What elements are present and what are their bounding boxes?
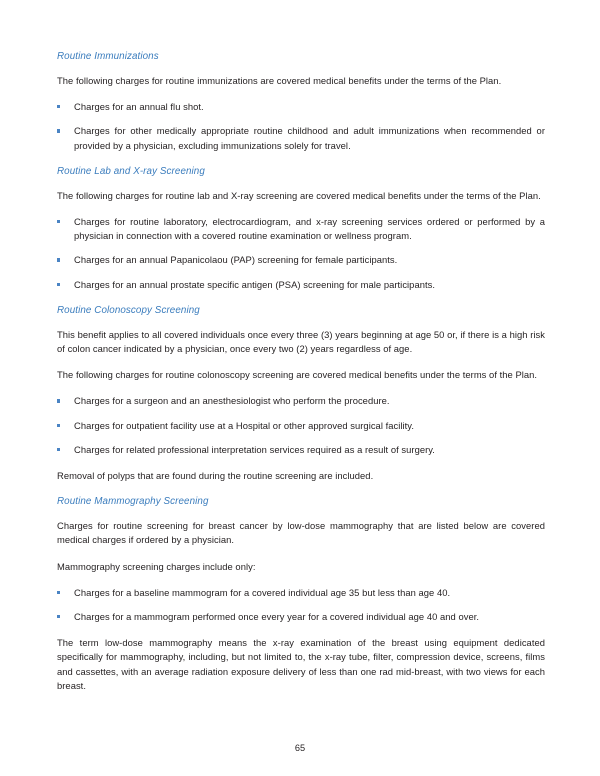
section-routine-mammography-screening	[57, 495, 545, 693]
section-secondary-paragraph: Mammography screening charges include only:	[57, 560, 256, 572]
square-bullet-icon	[57, 615, 60, 618]
list-item-text: Charges for a mammogram performed once every year for a covered individual age 40 and over.	[74, 611, 480, 623]
page-content	[57, 50, 545, 705]
section-routine-lab-xray-screening	[57, 165, 545, 292]
list-item-text: Charges for an annual Papanicolaou (PAP) screening for female participants.	[74, 254, 398, 266]
square-bullet-icon	[57, 283, 60, 286]
list-item-text: Charges for routine laboratory, electrocardiogram, and x-ray screening services ordered or performed by a physician in connection with a covered routine examination or wellness program.	[74, 216, 545, 242]
list-item	[57, 443, 545, 457]
list-item	[57, 394, 545, 408]
bullet-list	[57, 100, 545, 153]
list-item-text: Charges for related professional interpretation services required as a result of surgery.	[74, 443, 435, 455]
section-heading: Routine Immunizations	[57, 51, 159, 62]
square-bullet-icon	[57, 399, 60, 402]
list-item-text: Charges for an annual flu shot.	[74, 101, 204, 113]
section-intro-paragraph: Charges for routine screening for breast cancer by low-dose mammography that are listed below are covered medical charges if ordered by a physician.	[57, 520, 545, 546]
list-item	[57, 215, 545, 243]
square-bullet-icon	[57, 129, 60, 132]
section-closing-paragraph: The term low-dose mammography means the x-ray examination of the breast using equipment dedicated specifically for mammography, including, but not limited to, the x-ray tube, filter, compression device, screens, films and cassettes, with an average radiation exposure delivery of less than one rad mid-breast, with two views for each breast.	[57, 637, 545, 691]
square-bullet-icon	[57, 591, 60, 594]
list-item	[57, 610, 545, 624]
list-item	[57, 278, 545, 292]
list-item	[57, 586, 545, 600]
square-bullet-icon	[57, 424, 60, 427]
square-bullet-icon	[57, 258, 60, 261]
section-intro-paragraph: The following charges for routine immunizations are covered medical benefits under the terms of the Plan.	[57, 75, 502, 86]
list-item	[57, 253, 545, 267]
square-bullet-icon	[57, 448, 60, 451]
list-item	[57, 124, 545, 152]
list-item-text: Charges for a surgeon and an anesthesiologist who perform the procedure.	[74, 395, 390, 407]
bullet-list	[57, 394, 545, 457]
list-item-text: Charges for other medically appropriate routine childhood and adult immunizations when recommended or provided by a physician, excluding immunizations solely for travel.	[74, 125, 545, 151]
list-item-text: Charges for a baseline mammogram for a covered individual age 35 but less than age 40.	[74, 586, 451, 598]
bullet-list	[57, 215, 545, 292]
square-bullet-icon	[57, 220, 60, 223]
list-item	[57, 100, 545, 114]
section-routine-colonoscopy-screening	[57, 304, 545, 483]
bullet-list	[57, 586, 545, 624]
page-number: 65	[294, 743, 306, 753]
section-heading: Routine Lab and X-ray Screening	[57, 165, 205, 177]
square-bullet-icon	[57, 105, 60, 108]
section-routine-immunizations	[57, 50, 545, 153]
list-item-text: Charges for an annual prostate specific antigen (PSA) screening for male participants.	[74, 278, 436, 290]
section-closing-paragraph: Removal of polyps that are found during the routine screening are included.	[57, 470, 374, 482]
section-heading: Routine Mammography Screening	[57, 496, 209, 508]
section-intro-paragraph: The following charges for routine lab and X-ray screening are covered medical benefits under the terms of the Plan.	[57, 189, 541, 201]
list-item	[57, 419, 545, 433]
section-heading: Routine Colonoscopy Screening	[57, 304, 200, 316]
section-intro-paragraph: This benefit applies to all covered individuals once every three (3) years beginning at age 50 or, if there is a high risk of colon cancer indicated by a physician, once every two (2) years regardless of age.	[57, 328, 545, 355]
list-item-text: Charges for outpatient facility use at a Hospital or other approved surgical facility.	[74, 419, 414, 431]
section-secondary-paragraph: The following charges for routine colonoscopy screening are covered medical benefits under the terms of the Plan.	[57, 369, 538, 381]
